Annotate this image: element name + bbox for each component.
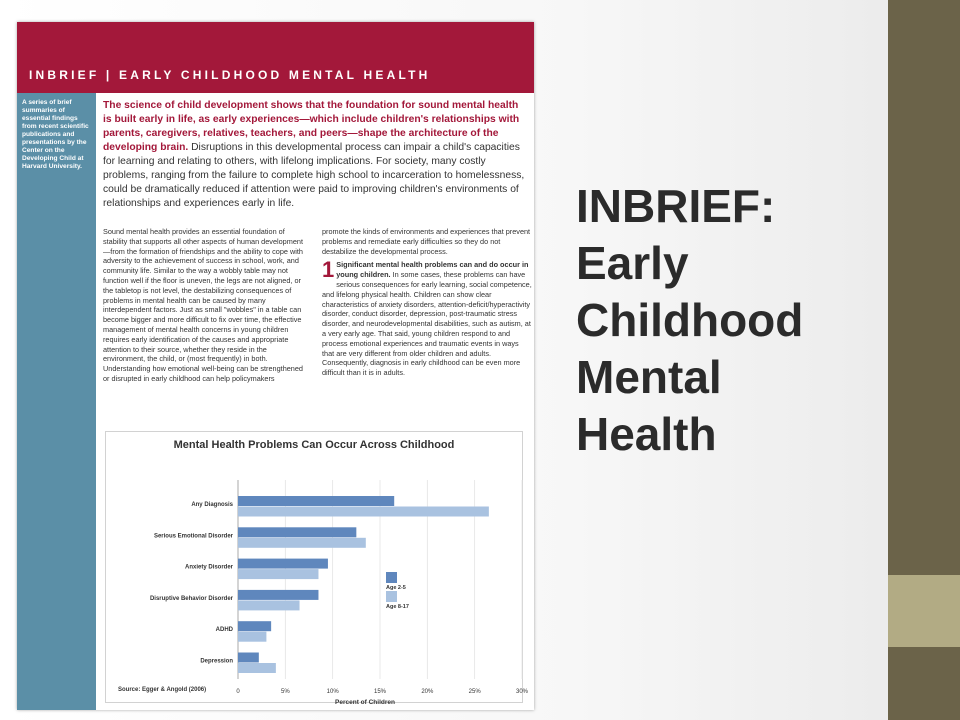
- slide-title-line: Health: [576, 408, 717, 460]
- document-body-right: [322, 227, 532, 378]
- bar-age-8-17: [238, 507, 489, 517]
- category-label: Serious Emotional Disorder: [153, 533, 233, 540]
- point-text: In some cases, these problems can have serious consequences for early learning, social competence, and lifelong physical health. Children can show clear characteristics of anxiety disorders, attention-deficit/hyperactivity disorder, conduct disorder, depression, post-traumatic stress disorder, and neurodevelopmental disabilities, such as autism, at a very early age. That said, young children respond to and process emotional experiences and traumatic events in ways that are very different from older children and adults. Consequently, diagnosis in early childhood can be even more difficult than it is in adults.: [322, 270, 532, 378]
- x-tick-label: 30%: [515, 689, 529, 695]
- bar-age-2-5: [238, 653, 259, 663]
- bar-age-8-17: [238, 569, 318, 579]
- bar-age-2-5: [238, 590, 318, 600]
- category-label: ADHD: [215, 627, 233, 634]
- document-header: [17, 22, 534, 93]
- document-header-label: INBRIEF | EARLY CHILDHOOD MENTAL HEALTH: [29, 68, 431, 82]
- x-tick-label: 10%: [326, 689, 339, 695]
- chart-title: Mental Health Problems Can Occur Across Childhood: [173, 439, 455, 451]
- x-tick-label: 15%: [373, 689, 387, 695]
- intro-highlight: The science of child development shows that the foundation for sound mental health is built early in life, as early experiences—which include children's relationships with parents, caregivers, relatives, teachers, and peers—shape the architecture of the developing brain.: [103, 100, 520, 153]
- bar-age-2-5: [238, 559, 328, 569]
- category-label: Anxiety Disorder: [184, 564, 233, 571]
- slide-title-line: INBRIEF:: [576, 180, 776, 232]
- chart-source: Source: Egger & Angold (2006): [118, 687, 207, 693]
- point-lead: Significant mental health problems can and do occur in young children.: [336, 260, 529, 280]
- x-tick-label: 5%: [280, 689, 290, 695]
- legend-swatch: [386, 591, 397, 602]
- bar-age-2-5: [238, 621, 271, 631]
- inbrief-document-image: [17, 22, 534, 710]
- document-sidebar-text: A series of brief summaries of essential findings from recent scientific publications and presentations by the Center on the Developing Child at Harvard University.: [22, 99, 89, 170]
- x-tick-label: 0: [236, 689, 240, 695]
- decorative-stripe-band: [888, 575, 960, 647]
- x-tick-label: 20%: [421, 689, 434, 695]
- bar-age-8-17: [238, 600, 300, 610]
- category-label: Depression: [200, 658, 233, 665]
- slide-title-line: Early: [576, 237, 689, 289]
- x-axis-label: Percent of Children: [335, 699, 395, 706]
- point-one-paragraph: [322, 257, 532, 378]
- intro-rest: Disruptions in this developmental process can impair a child's capacities for learning and relating to others, with lifelong implications. For society, many costly problems, ranging from the failure to complete high school to incarceration to homelessness, could be dramatically reduced if attention were paid to improving children's environments of relationships and experiences early in life.: [103, 142, 525, 209]
- chart-panel: [105, 431, 529, 706]
- legend-swatch: [386, 572, 397, 583]
- category-label: Disruptive Behavior Disorder: [149, 595, 233, 602]
- bar-chart: [106, 432, 529, 706]
- bar-age-8-17: [238, 538, 366, 548]
- document-body-left: Sound mental health provides an essential foundation of stability that supports all other aspects of human development—from the formation of friendships and the ability to cope with adversity to the achievement of success in school, work, and community life. Similar to the way a wobbly table may not function well if the floor is uneven, the legs are not aligned, or the tabletop is not level, the destabilizing consequences of problems in mental health can be caused by many interdependent factors. Just as small "wobbles" in a table can become bigger and more difficult to fix over time, the effective management of mental health concerns in young children requires early identification of the causes and appropriate attention to their source, whether they reside in the environment, the child, or (most frequently) in both. Understanding how emotional well-being can be strengthened or disrupted in early childhood can help policymakers: [103, 227, 303, 383]
- category-label: Any Diagnosis: [191, 502, 233, 508]
- legend-label: Age 2-5: [386, 585, 406, 591]
- slide-title-line: Childhood: [576, 294, 804, 346]
- document-intro: [103, 99, 527, 211]
- bar-age-8-17: [238, 632, 266, 642]
- slide-title: [576, 178, 876, 463]
- body-right-top: promote the kinds of environments and experiences that prevent problems and remediate early difficulties so they do not destabilize the developmental process.: [322, 227, 531, 256]
- point-number: 1: [322, 257, 335, 283]
- x-tick-label: 25%: [468, 689, 481, 695]
- bar-age-8-17: [238, 663, 276, 673]
- legend-label: Age 8-17: [386, 604, 409, 610]
- bar-age-2-5: [238, 527, 356, 537]
- slide-title-line: Mental: [576, 351, 722, 403]
- bar-age-2-5: [238, 496, 394, 506]
- document-sidebar: [17, 93, 96, 710]
